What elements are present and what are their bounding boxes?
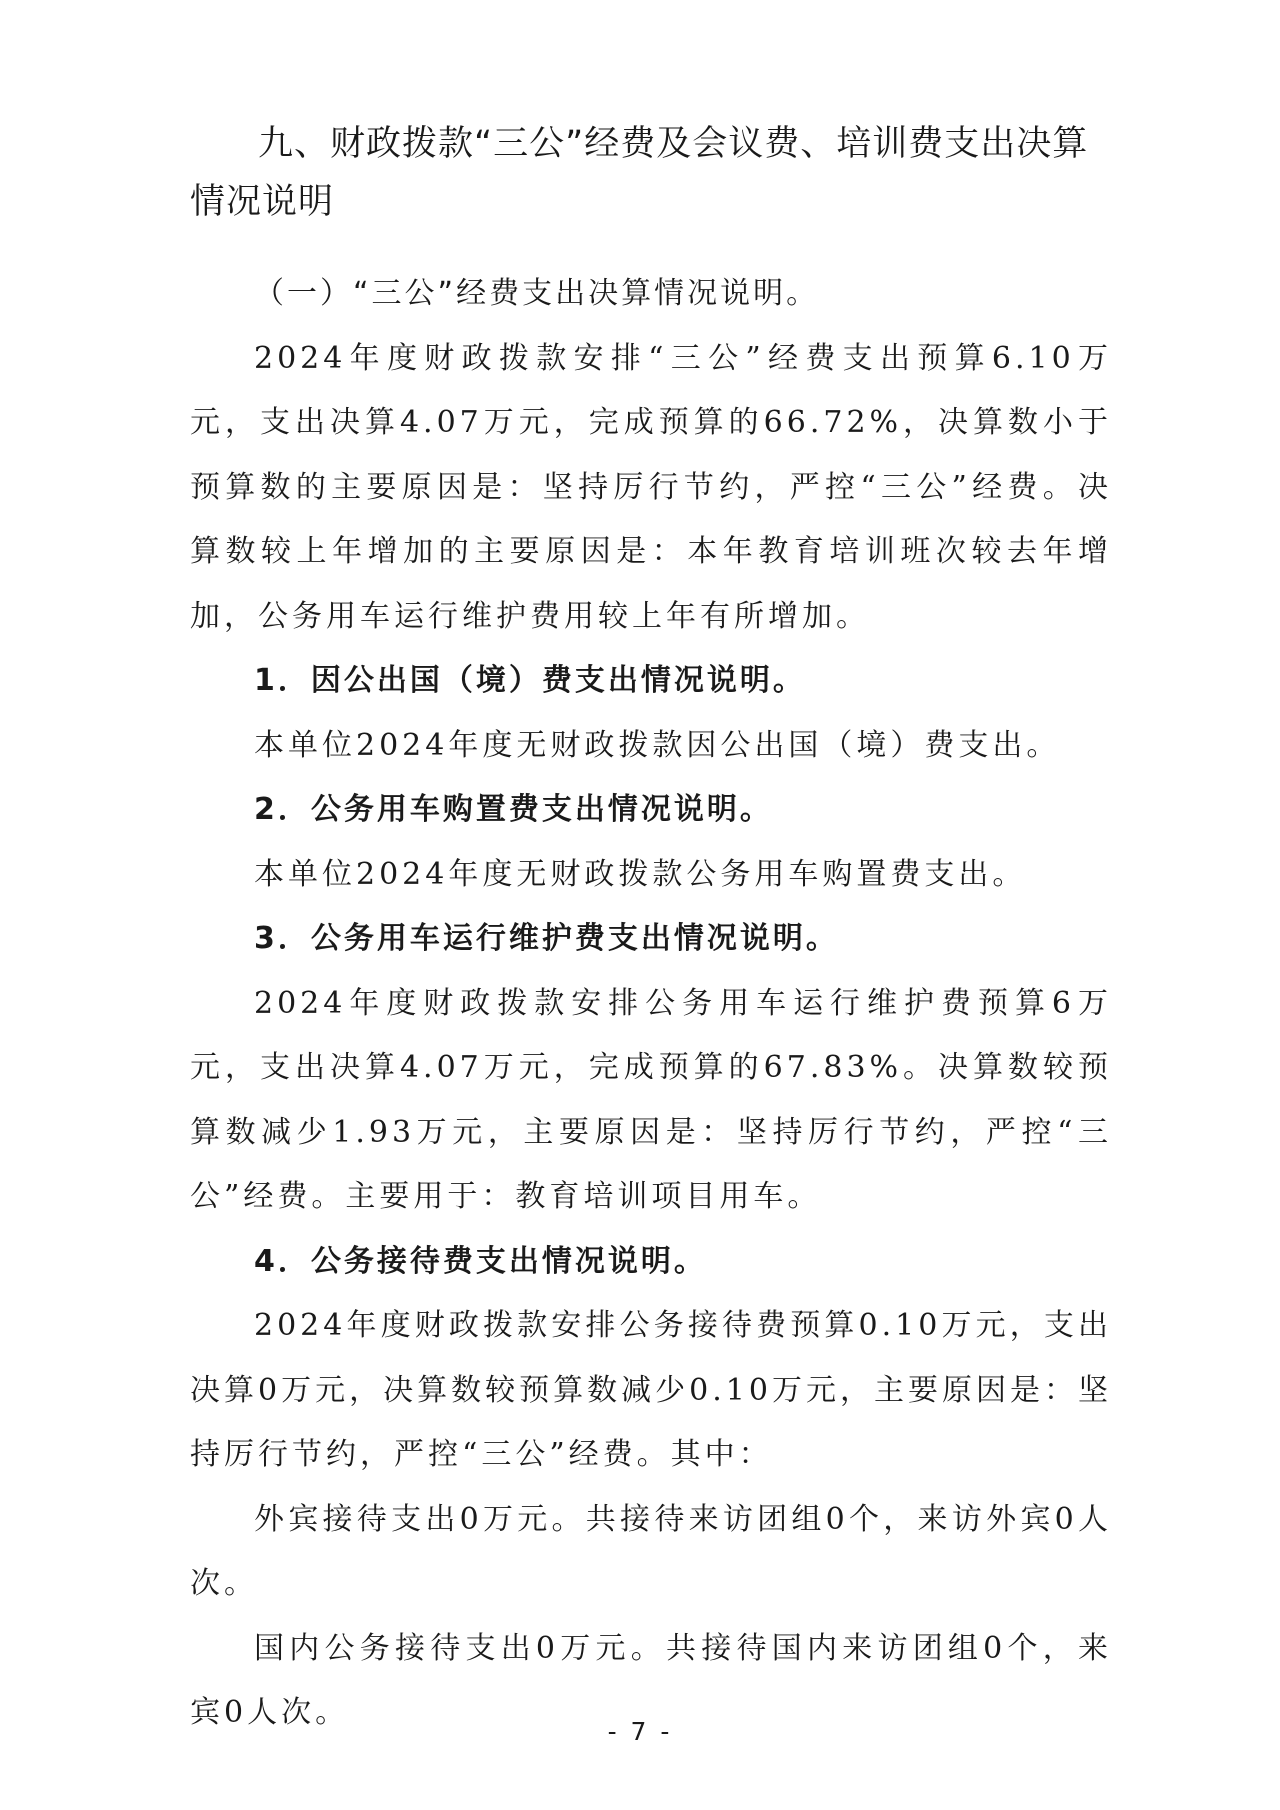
item-text-reception: 2024年度财政拨款安排公务接待费预算0.10万元，支出决算0万元，决算数较预算数减少0.10万元，主要原因是：坚持厉行节约，严控“三公”经费。其中： (190, 1308, 1112, 1472)
item-title-overseas: 1．因公出国（境）费支出情况说明。 (254, 663, 806, 698)
domestic-reception-paragraph: 国内公务接待支出0万元。共接待国内来访团组0个，来宾0人次。 (190, 1630, 1112, 1730)
item-title-vehicle-operation: 3．公务用车运行维护费支出情况说明。 (254, 921, 839, 956)
subsection-title: （一）“三公”经费支出决算情况说明。 (254, 276, 820, 311)
page-number: - 7 - (607, 1717, 673, 1746)
document-body (190, 262, 1112, 1746)
intro-paragraph: 2024年度财政拨款安排“三公”经费支出预算6.10万元，支出决算4.07万元，完成预算的66.72%，决算数小于预算数的主要原因是：坚持厉行节约，严控“三公”经费。决算数较上年增加的主要原因是：本年教育培训班次较去年增加，公务用车运行维护费用较上年有所增加。 (190, 340, 1112, 634)
section-heading: 九、财政拨款“三公”经费及会议费、培训费支出决算情况说明 (190, 124, 1089, 222)
item-title-reception: 4．公务接待费支出情况说明。 (254, 1243, 707, 1279)
item-text-overseas: 本单位2024年度无财政拨款因公出国（境）费支出。 (254, 727, 1061, 763)
item-text-vehicle-purchase: 本单位2024年度无财政拨款公务用车购置费支出。 (254, 856, 1027, 892)
foreign-reception-paragraph: 外宾接待支出0万元。共接待来访团组0个，来访外宾0人次。 (190, 1501, 1112, 1601)
item-title-vehicle-purchase: 2．公务用车购置费支出情况说明。 (254, 792, 773, 827)
item-text-vehicle-operation: 2024年度财政拨款安排公务用车运行维护费预算6万元，支出决算4.07万元，完成预算的67.83%。决算数较预算数减少1.93万元，主要原因是：坚持厉行节约，严控“三公”经费。主要用于：教育培训项目用车。 (190, 985, 1112, 1214)
